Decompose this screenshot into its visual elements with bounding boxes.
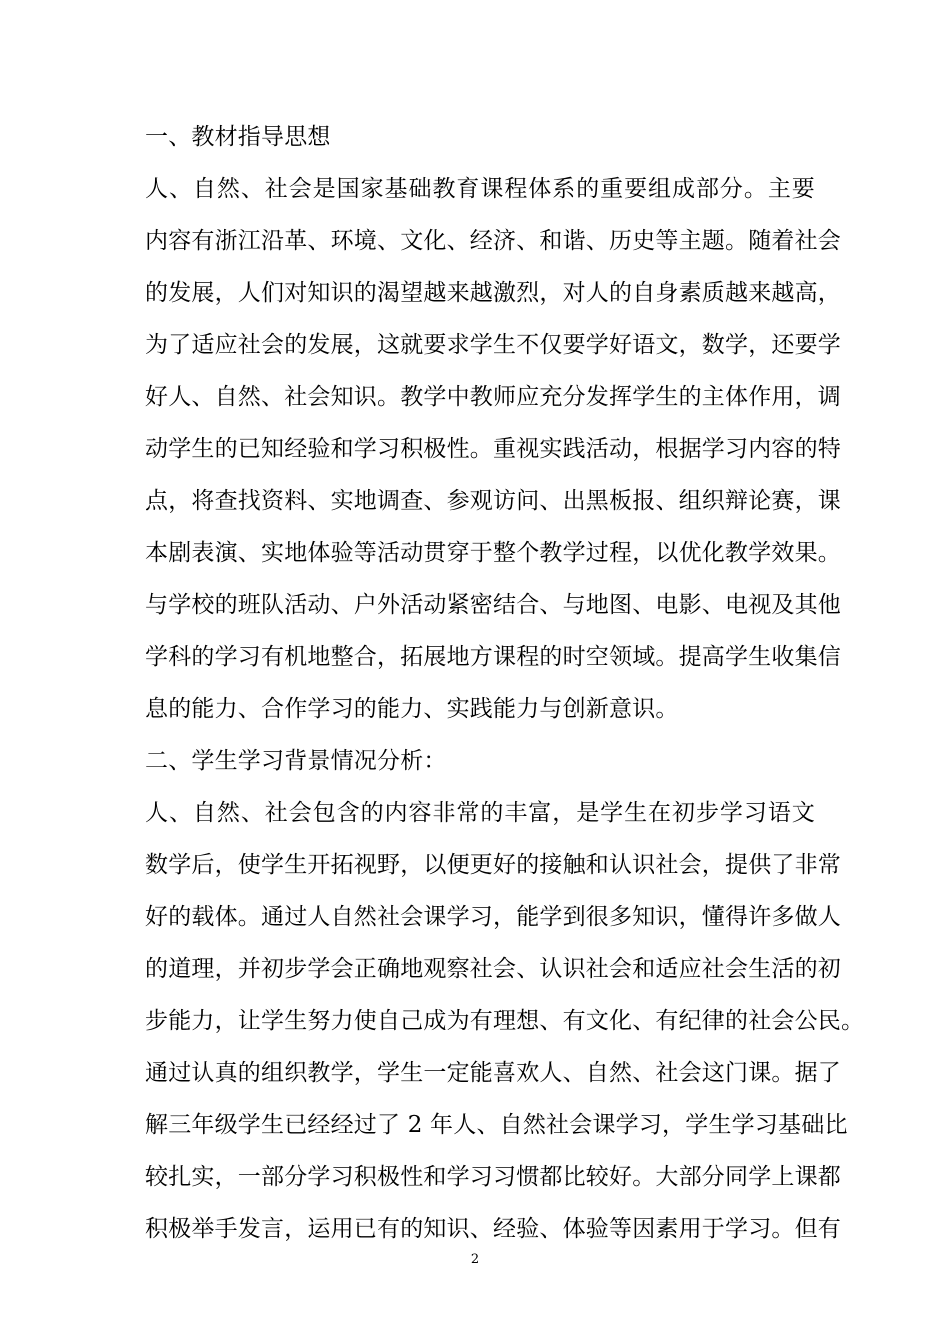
paragraph-line: 通过认真的组织教学，学生一定能喜欢人、自然、社会这门课。据了 — [145, 1060, 841, 1086]
paragraph-line: 的发展，人们对知识的渴望越来越激烈，对人的自身素质越来越高， — [145, 280, 841, 306]
paragraph-line: 息的能力、合作学习的能力、实践能力与创新意识。 — [145, 696, 679, 722]
paragraph-line: 内容有浙江沿革、环境、文化、经济、和谐、历史等主题。随着社会 — [145, 228, 841, 254]
paragraph-line: 学科的学习有机地整合，拓展地方课程的时空领域。提高学生收集信 — [145, 644, 841, 670]
paragraph-line: 较扎实，一部分学习积极性和学习习惯都比较好。大部分同学上课都 — [145, 1164, 841, 1190]
paragraph-line: 动学生的已知经验和学习积极性。重视实践活动，根据学习内容的特 — [145, 436, 841, 462]
page-number: 2 — [470, 1252, 480, 1267]
paragraph-line: 为了适应社会的发展，这就要求学生不仅要学好语文，数学，还要学 — [145, 332, 841, 358]
paragraph-line: 解三年级学生已经经过了 2 年人、自然社会课学习，学生学习基础比 — [145, 1112, 848, 1138]
paragraph-line: 与学校的班队活动、户外活动紧密结合、与地图、电影、电视及其他 — [145, 592, 841, 618]
paragraph-line: 的道理，并初步学会正确地观察社会、认识社会和适应社会生活的初 — [145, 956, 841, 982]
paragraph-line: 积极举手发言，运用已有的知识、经验、体验等因素用于学习。但有 — [145, 1216, 841, 1242]
paragraph-line: 好人、自然、社会知识。教学中教师应充分发挥学生的主体作用，调 — [145, 384, 841, 410]
paragraph-line: 人、自然、社会包含的内容非常的丰富，是学生在初步学习语文 — [145, 800, 815, 826]
paragraph-line: 好的载体。通过人自然社会课学习，能学到很多知识，懂得许多做人 — [145, 904, 841, 930]
paragraph-line: 数学后，使学生开拓视野，以便更好的接触和认识社会，提供了非常 — [145, 852, 841, 878]
paragraph-line: 步能力，让学生努力使自己成为有理想、有文化、有纪律的社会公民。 — [145, 1008, 865, 1034]
section-heading-1: 一、教材指导思想 — [145, 124, 331, 150]
paragraph-line: 人、自然、社会是国家基础教育课程体系的重要组成部分。主要 — [145, 176, 815, 202]
section-heading-2: 二、学生学习背景情况分析： — [145, 748, 447, 774]
paragraph-line: 点，将查找资料、实地调查、参观访问、出黑板报、组织辩论赛，课 — [145, 488, 841, 514]
paragraph-line: 本剧表演、实地体验等活动贯穿于整个教学过程，以优化教学效果。 — [145, 540, 841, 566]
